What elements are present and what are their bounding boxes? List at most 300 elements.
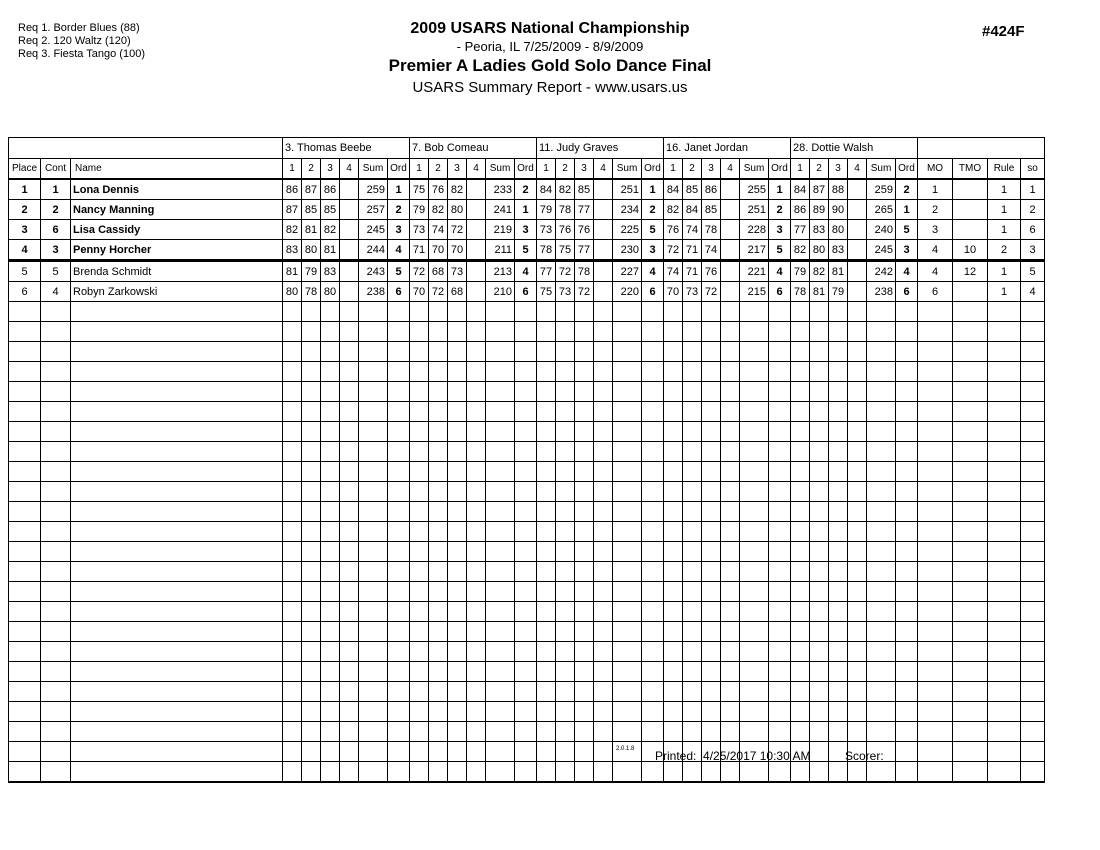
cont-cell — [41, 702, 71, 722]
score-cell: 73 — [537, 220, 556, 240]
name-cell — [71, 402, 283, 422]
sum-cell — [613, 462, 642, 482]
score-cell — [594, 722, 613, 742]
score-cell — [791, 302, 810, 322]
score-cell — [848, 682, 867, 702]
score-cell — [537, 762, 556, 783]
score-cell — [448, 482, 467, 502]
cont-cell — [41, 382, 71, 402]
score-cell — [829, 602, 848, 622]
score-cell — [791, 702, 810, 722]
mo-cell — [918, 562, 953, 582]
score-cell: 86 — [791, 200, 810, 220]
judge-header: 7. Bob Comeau — [410, 138, 537, 159]
score-cell: 80 — [302, 240, 321, 261]
score-cell — [664, 462, 683, 482]
score-cell — [721, 282, 740, 302]
name-cell: Penny Horcher — [71, 240, 283, 261]
score-cell — [575, 642, 594, 662]
ord-cell — [388, 402, 410, 422]
score-cell — [556, 302, 575, 322]
score-cell — [283, 582, 302, 602]
place-cell: 3 — [9, 220, 41, 240]
sum-cell: 217 — [740, 240, 769, 261]
score-cell — [410, 402, 429, 422]
ord-cell — [642, 702, 664, 722]
score-cell — [791, 682, 810, 702]
result-row — [9, 220, 1045, 240]
ord-cell — [515, 482, 537, 502]
sum-cell: 220 — [613, 282, 642, 302]
name-cell — [71, 662, 283, 682]
sum-cell — [867, 722, 896, 742]
score-cell — [321, 502, 340, 522]
rule-cell: 2 — [988, 240, 1021, 261]
score-cell — [848, 642, 867, 662]
score-cell — [829, 762, 848, 783]
score-cell — [664, 502, 683, 522]
score-cell: 70 — [429, 240, 448, 261]
cont-cell — [41, 422, 71, 442]
place-cell: 2 — [9, 200, 41, 220]
score-cell — [683, 382, 702, 402]
score-cell — [340, 762, 359, 783]
col-header-tmo: TMO — [953, 159, 988, 180]
sum-cell — [359, 402, 388, 422]
ord-cell — [388, 642, 410, 662]
score-cell — [537, 702, 556, 722]
score-cell — [829, 582, 848, 602]
ord-cell: 2 — [642, 200, 664, 220]
ord-cell — [769, 362, 791, 382]
ord-cell — [515, 582, 537, 602]
score-cell — [429, 422, 448, 442]
score-cell — [283, 482, 302, 502]
score-cell — [848, 402, 867, 422]
score-cell — [829, 702, 848, 722]
name-cell — [71, 462, 283, 482]
sum-cell — [867, 542, 896, 562]
score-cell — [448, 622, 467, 642]
score-cell — [810, 462, 829, 482]
score-cell: 82 — [283, 220, 302, 240]
sum-cell — [740, 642, 769, 662]
score-cell — [321, 542, 340, 562]
score-cell — [810, 622, 829, 642]
score-cell — [302, 522, 321, 542]
score-cell — [467, 682, 486, 702]
tmo-cell — [953, 402, 988, 422]
title-block — [0, 20, 1100, 97]
score-cell — [467, 502, 486, 522]
score-cell — [575, 662, 594, 682]
score-cell — [556, 682, 575, 702]
score-cell — [283, 722, 302, 742]
sum-cell — [486, 602, 515, 622]
requirement-item: Req 2. 120 Waltz (120) — [18, 35, 131, 47]
score-cell — [448, 562, 467, 582]
name-cell — [71, 722, 283, 742]
so-cell — [1021, 362, 1045, 382]
rule-cell — [988, 382, 1021, 402]
so-cell — [1021, 482, 1045, 502]
score-cell — [283, 762, 302, 783]
sum-cell — [486, 382, 515, 402]
score-cell: 81 — [283, 261, 302, 282]
ord-cell — [515, 702, 537, 722]
score-cell: 72 — [448, 220, 467, 240]
sum-cell — [486, 762, 515, 783]
score-cell — [448, 582, 467, 602]
mo-cell: 4 — [918, 240, 953, 261]
tmo-cell: 10 — [953, 240, 988, 261]
score-cell: 75 — [556, 240, 575, 261]
sum-cell — [359, 442, 388, 462]
score-cell — [410, 442, 429, 462]
so-cell — [1021, 382, 1045, 402]
score-cell — [448, 602, 467, 622]
col-header-mo: MO — [918, 159, 953, 180]
ord-cell: 6 — [388, 282, 410, 302]
score-cell: 84 — [791, 179, 810, 200]
score-cell — [664, 342, 683, 362]
score-cell — [721, 342, 740, 362]
score-cell — [575, 422, 594, 442]
sum-cell — [740, 662, 769, 682]
score-cell — [791, 422, 810, 442]
ord-cell — [769, 462, 791, 482]
score-cell — [829, 542, 848, 562]
cont-cell — [41, 602, 71, 622]
score-cell — [340, 702, 359, 722]
score-cell: 79 — [537, 200, 556, 220]
judge-header: 16. Janet Jordan — [664, 138, 791, 159]
score-cell — [575, 542, 594, 562]
score-cell — [321, 562, 340, 582]
sum-cell: 211 — [486, 240, 515, 261]
mo-cell — [918, 662, 953, 682]
score-cell — [283, 662, 302, 682]
score-cell — [302, 622, 321, 642]
ord-cell: 5 — [642, 220, 664, 240]
col-header-score: 1 — [283, 159, 302, 180]
score-cell — [848, 662, 867, 682]
score-cell — [467, 562, 486, 582]
sum-cell — [867, 642, 896, 662]
score-cell — [467, 422, 486, 442]
empty-row — [9, 342, 1045, 362]
score-cell — [537, 422, 556, 442]
score-cell — [791, 522, 810, 542]
name-cell — [71, 622, 283, 642]
score-cell: 84 — [683, 200, 702, 220]
spacer-cell — [9, 138, 283, 159]
sum-cell — [613, 422, 642, 442]
score-cell — [702, 562, 721, 582]
score-cell — [594, 362, 613, 382]
col-header-score: 2 — [683, 159, 702, 180]
ord-cell — [515, 502, 537, 522]
col-header-score: 4 — [848, 159, 867, 180]
tmo-cell: 12 — [953, 261, 988, 282]
sum-cell: 259 — [867, 179, 896, 200]
place-cell — [9, 502, 41, 522]
ord-cell — [642, 382, 664, 402]
so-cell — [1021, 322, 1045, 342]
score-cell: 70 — [664, 282, 683, 302]
championship-title: 2009 USARS National Championship — [410, 20, 690, 37]
ord-cell — [642, 762, 664, 783]
score-cell — [283, 322, 302, 342]
mo-cell — [918, 762, 953, 783]
score-cell — [467, 582, 486, 602]
score-cell — [467, 282, 486, 302]
sum-cell — [613, 362, 642, 382]
ord-cell — [769, 442, 791, 462]
score-cell — [575, 442, 594, 462]
ord-cell — [769, 642, 791, 662]
score-cell: 75 — [537, 282, 556, 302]
ord-cell — [642, 662, 664, 682]
score-cell: 70 — [448, 240, 467, 261]
col-header-score: 4 — [721, 159, 740, 180]
score-cell: 78 — [302, 282, 321, 302]
score-cell: 82 — [664, 200, 683, 220]
sum-cell — [867, 762, 896, 783]
ord-cell: 4 — [896, 261, 918, 282]
score-cell — [467, 442, 486, 462]
score-cell — [791, 662, 810, 682]
score-cell — [537, 402, 556, 422]
mo-cell — [918, 362, 953, 382]
sum-cell — [613, 622, 642, 642]
score-cell — [702, 322, 721, 342]
sum-cell — [359, 742, 388, 762]
sum-cell — [613, 582, 642, 602]
score-cell: 77 — [791, 220, 810, 240]
cont-cell — [41, 322, 71, 342]
score-cell — [848, 220, 867, 240]
name-cell: Nancy Manning — [71, 200, 283, 220]
place-cell — [9, 362, 41, 382]
place-cell — [9, 622, 41, 642]
score-cell — [429, 762, 448, 783]
name-cell — [71, 302, 283, 322]
score-cell — [410, 582, 429, 602]
score-cell — [429, 582, 448, 602]
so-cell — [1021, 462, 1045, 482]
score-cell — [556, 442, 575, 462]
col-header-sum: Sum — [867, 159, 896, 180]
results-table — [8, 137, 1045, 783]
sum-cell — [613, 662, 642, 682]
ord-cell: 5 — [388, 261, 410, 282]
rule-cell — [988, 462, 1021, 482]
score-cell — [302, 342, 321, 362]
score-cell — [448, 702, 467, 722]
ord-cell — [388, 682, 410, 702]
sum-cell: 245 — [359, 220, 388, 240]
score-cell — [791, 322, 810, 342]
sum-cell — [740, 762, 769, 783]
score-cell — [810, 442, 829, 462]
score-cell — [664, 442, 683, 462]
score-cell — [810, 522, 829, 542]
score-cell — [410, 362, 429, 382]
result-row — [9, 282, 1045, 302]
rule-cell — [988, 582, 1021, 602]
ord-cell: 2 — [388, 200, 410, 220]
score-cell — [848, 502, 867, 522]
rule-cell — [988, 442, 1021, 462]
score-cell — [429, 342, 448, 362]
sum-cell: 219 — [486, 220, 515, 240]
score-cell: 73 — [683, 282, 702, 302]
score-cell — [575, 582, 594, 602]
tmo-cell — [953, 462, 988, 482]
score-cell — [340, 261, 359, 282]
ord-cell — [896, 682, 918, 702]
score-cell — [702, 442, 721, 462]
score-cell: 80 — [321, 282, 340, 302]
empty-row — [9, 302, 1045, 322]
ord-cell: 1 — [642, 179, 664, 200]
sum-cell — [740, 362, 769, 382]
ord-cell — [642, 562, 664, 582]
rule-cell: 1 — [988, 261, 1021, 282]
requirement-item: Req 3. Fiesta Tango (100) — [18, 48, 145, 60]
score-cell — [829, 662, 848, 682]
score-cell — [683, 522, 702, 542]
score-cell — [340, 522, 359, 542]
score-cell — [810, 742, 829, 762]
ord-cell — [515, 742, 537, 762]
score-cell — [556, 322, 575, 342]
score-cell: 87 — [283, 200, 302, 220]
cont-cell — [41, 362, 71, 382]
score-cell — [556, 522, 575, 542]
score-cell — [848, 322, 867, 342]
ord-cell — [515, 402, 537, 422]
ord-cell — [388, 722, 410, 742]
score-cell: 77 — [575, 240, 594, 261]
score-cell — [283, 422, 302, 442]
score-cell — [594, 179, 613, 200]
mo-cell — [918, 722, 953, 742]
score-cell — [467, 462, 486, 482]
score-cell — [848, 422, 867, 442]
ord-cell — [642, 602, 664, 622]
score-cell — [556, 642, 575, 662]
col-header-score: 4 — [467, 159, 486, 180]
ord-cell — [388, 622, 410, 642]
score-cell — [594, 200, 613, 220]
score-cell — [537, 542, 556, 562]
so-cell — [1021, 502, 1045, 522]
ord-cell — [896, 542, 918, 562]
score-cell — [429, 462, 448, 482]
tmo-cell — [953, 522, 988, 542]
score-cell — [448, 742, 467, 762]
mo-cell: 1 — [918, 179, 953, 200]
sum-cell — [486, 702, 515, 722]
score-cell: 83 — [283, 240, 302, 261]
score-cell — [556, 342, 575, 362]
score-cell — [321, 482, 340, 502]
score-cell — [283, 402, 302, 422]
empty-row — [9, 602, 1045, 622]
score-cell — [829, 442, 848, 462]
sum-cell — [613, 382, 642, 402]
score-cell: 78 — [575, 261, 594, 282]
score-cell — [664, 662, 683, 682]
score-cell — [556, 402, 575, 422]
col-header-score: 4 — [340, 159, 359, 180]
judge-header: 11. Judy Graves — [537, 138, 664, 159]
score-cell — [829, 422, 848, 442]
score-cell — [340, 562, 359, 582]
ord-cell — [769, 302, 791, 322]
score-cell — [575, 462, 594, 482]
mo-cell — [918, 502, 953, 522]
score-cell — [448, 402, 467, 422]
score-cell: 87 — [302, 179, 321, 200]
score-cell — [537, 642, 556, 662]
score-cell — [791, 602, 810, 622]
so-cell — [1021, 442, 1045, 462]
cont-cell: 6 — [41, 220, 71, 240]
sum-cell — [740, 622, 769, 642]
sum-cell — [867, 362, 896, 382]
ord-cell — [896, 562, 918, 582]
score-cell — [448, 322, 467, 342]
score-cell: 81 — [302, 220, 321, 240]
score-cell — [594, 220, 613, 240]
empty-row — [9, 382, 1045, 402]
score-cell — [594, 762, 613, 783]
score-cell — [321, 322, 340, 342]
ord-cell — [388, 582, 410, 602]
result-row — [9, 179, 1045, 200]
so-cell: 6 — [1021, 220, 1045, 240]
name-cell — [71, 482, 283, 502]
score-cell — [467, 742, 486, 762]
ord-cell — [769, 622, 791, 642]
col-header-score: 3 — [448, 159, 467, 180]
score-cell — [448, 642, 467, 662]
score-cell — [321, 642, 340, 662]
sum-cell: 233 — [486, 179, 515, 200]
score-cell — [302, 542, 321, 562]
score-cell — [537, 562, 556, 582]
col-header-score: 1 — [410, 159, 429, 180]
score-cell — [575, 742, 594, 762]
score-cell — [683, 562, 702, 582]
sum-cell — [867, 582, 896, 602]
score-cell — [302, 422, 321, 442]
tmo-cell — [953, 742, 988, 762]
score-cell — [810, 362, 829, 382]
ord-cell — [769, 482, 791, 502]
score-cell — [664, 562, 683, 582]
score-cell — [410, 542, 429, 562]
score-cell — [340, 742, 359, 762]
score-cell — [321, 422, 340, 442]
sum-cell — [740, 482, 769, 502]
score-cell — [721, 522, 740, 542]
score-cell — [321, 442, 340, 462]
so-cell — [1021, 402, 1045, 422]
